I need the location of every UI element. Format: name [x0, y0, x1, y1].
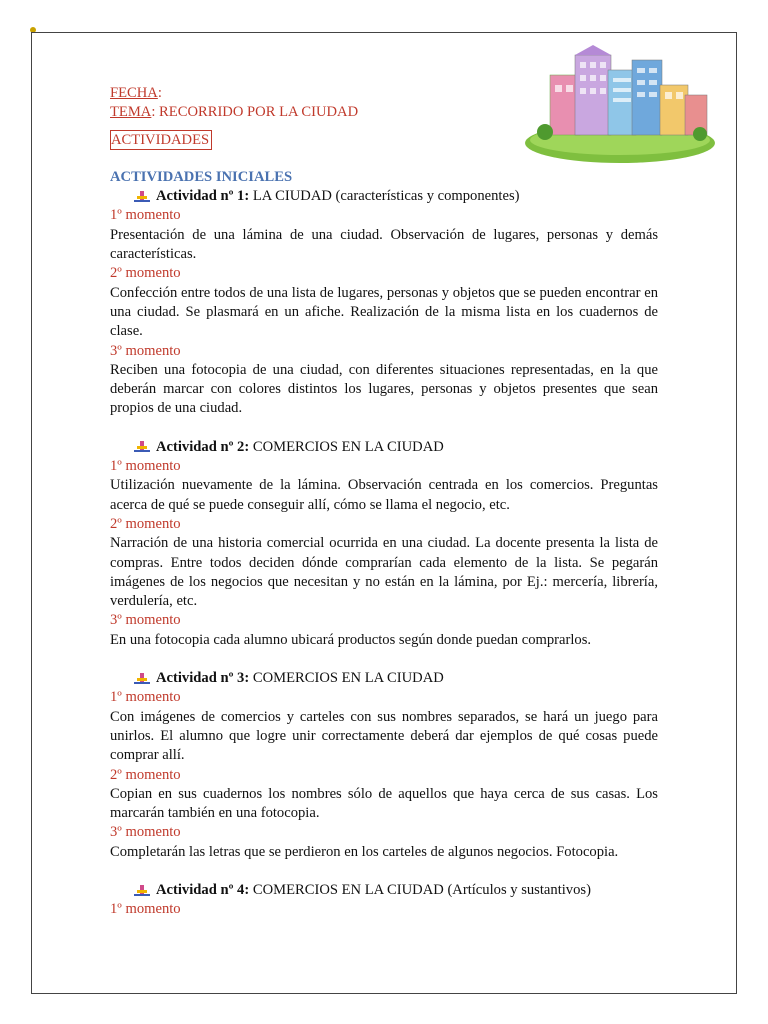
document-body [110, 84, 658, 920]
pin-bullet-icon [132, 884, 152, 898]
activity-title: COMERCIOS EN LA CIUDAD [249, 670, 444, 687]
tema-text: : RECORRIDO POR LA CIUDAD [151, 104, 359, 121]
actividades-box: ACTIVIDADES [110, 130, 212, 150]
moment-text: Completarán las letras que se perdieron en los carteles de algunos negocios. Fotocopia. [110, 843, 619, 860]
moment-text: Copian en sus cuadernos los nombres sólo de aquellos que haya cerca de sus casas. Los marcarán también en una fotocopia. [110, 785, 658, 822]
moment-label: 3º momento [110, 612, 181, 629]
moment-label: 3º momento [110, 824, 181, 841]
moment-text: En una fotocopia cada alumno ubicará productos según donde puedan comprarlos. [110, 631, 592, 648]
activity-label: Actividad nº 4: [156, 881, 250, 898]
moment-label: 1º momento [110, 458, 181, 475]
moment-text: Utilización nuevamente de la lámina. Observación centrada en los comercios. Preguntas acerca de qué se puede conseguir allí, cómo se llama el negocio, etc. [110, 477, 658, 513]
activity-heading [132, 438, 658, 457]
activity-heading [132, 881, 658, 900]
activity-label: Actividad nº 2: [156, 438, 250, 455]
moment-text: Confección entre todos de una lista de lugares, personas y objetos que se pueden encontrar en una ciudad. Se plasmará en un afiche. Realización de la misma lista en los cuadernos de clase. [110, 284, 658, 340]
pin-bullet-icon [132, 672, 152, 686]
moment-label: 1º momento [110, 207, 181, 224]
tema-line [110, 103, 658, 122]
moment-text: Presentación de una lámina de una ciudad. Observación de lugares, personas y demás características. [110, 226, 658, 263]
fecha-line [110, 84, 658, 103]
moment-label: 2º momento [110, 766, 181, 783]
moment-text: Con imágenes de comercios y carteles con sus nombres separados, se hará un juego para unirlos. El alumno que logre unir correctamente deberá dar ejemplos de qué cosas puede comprar allí. [110, 708, 658, 764]
moment-label: 1º momento [110, 689, 181, 706]
activity-title: COMERCIOS EN LA CIUDAD (Artículos y sustantivos) [249, 881, 591, 898]
moment-label: 1º momento [110, 901, 181, 918]
pin-bullet-icon [132, 190, 152, 204]
activity-label: Actividad nº 3: [156, 670, 250, 687]
moment-label: 2º momento [110, 265, 181, 282]
activity-heading [132, 187, 658, 206]
moment-label: 3º momento [110, 342, 181, 359]
tema-label: TEMA [110, 104, 152, 121]
fecha-colon: : [157, 85, 162, 101]
moment-text: Reciben una fotocopia de una ciudad, con diferentes situaciones representadas, en la que deberán marcar con colores distintos los lugares, personas y objetos presentes que sean propios de una ciudad. [110, 361, 658, 417]
moment-label: 2º momento [110, 515, 181, 532]
activity-title: LA CIUDAD (características y componentes) [249, 188, 520, 205]
pin-bullet-icon [132, 440, 152, 454]
activity-label: Actividad nº 1: [156, 188, 250, 205]
fecha-label: FECHA [110, 85, 158, 101]
section-title: ACTIVIDADES INICIALES [110, 168, 293, 185]
activity-title: COMERCIOS EN LA CIUDAD [249, 438, 444, 455]
activity-heading [132, 669, 658, 688]
moment-text: Narración de una historia comercial ocurrida en una ciudad. La docente presenta la lista de compras. Entre todos deciden dónde comprarían cada elemento de la lista. Se pegarán imágenes de los negocios que necesitan y no están en la lámina, por Ej.: mercería, librería, verdulería, etc. [110, 535, 658, 610]
